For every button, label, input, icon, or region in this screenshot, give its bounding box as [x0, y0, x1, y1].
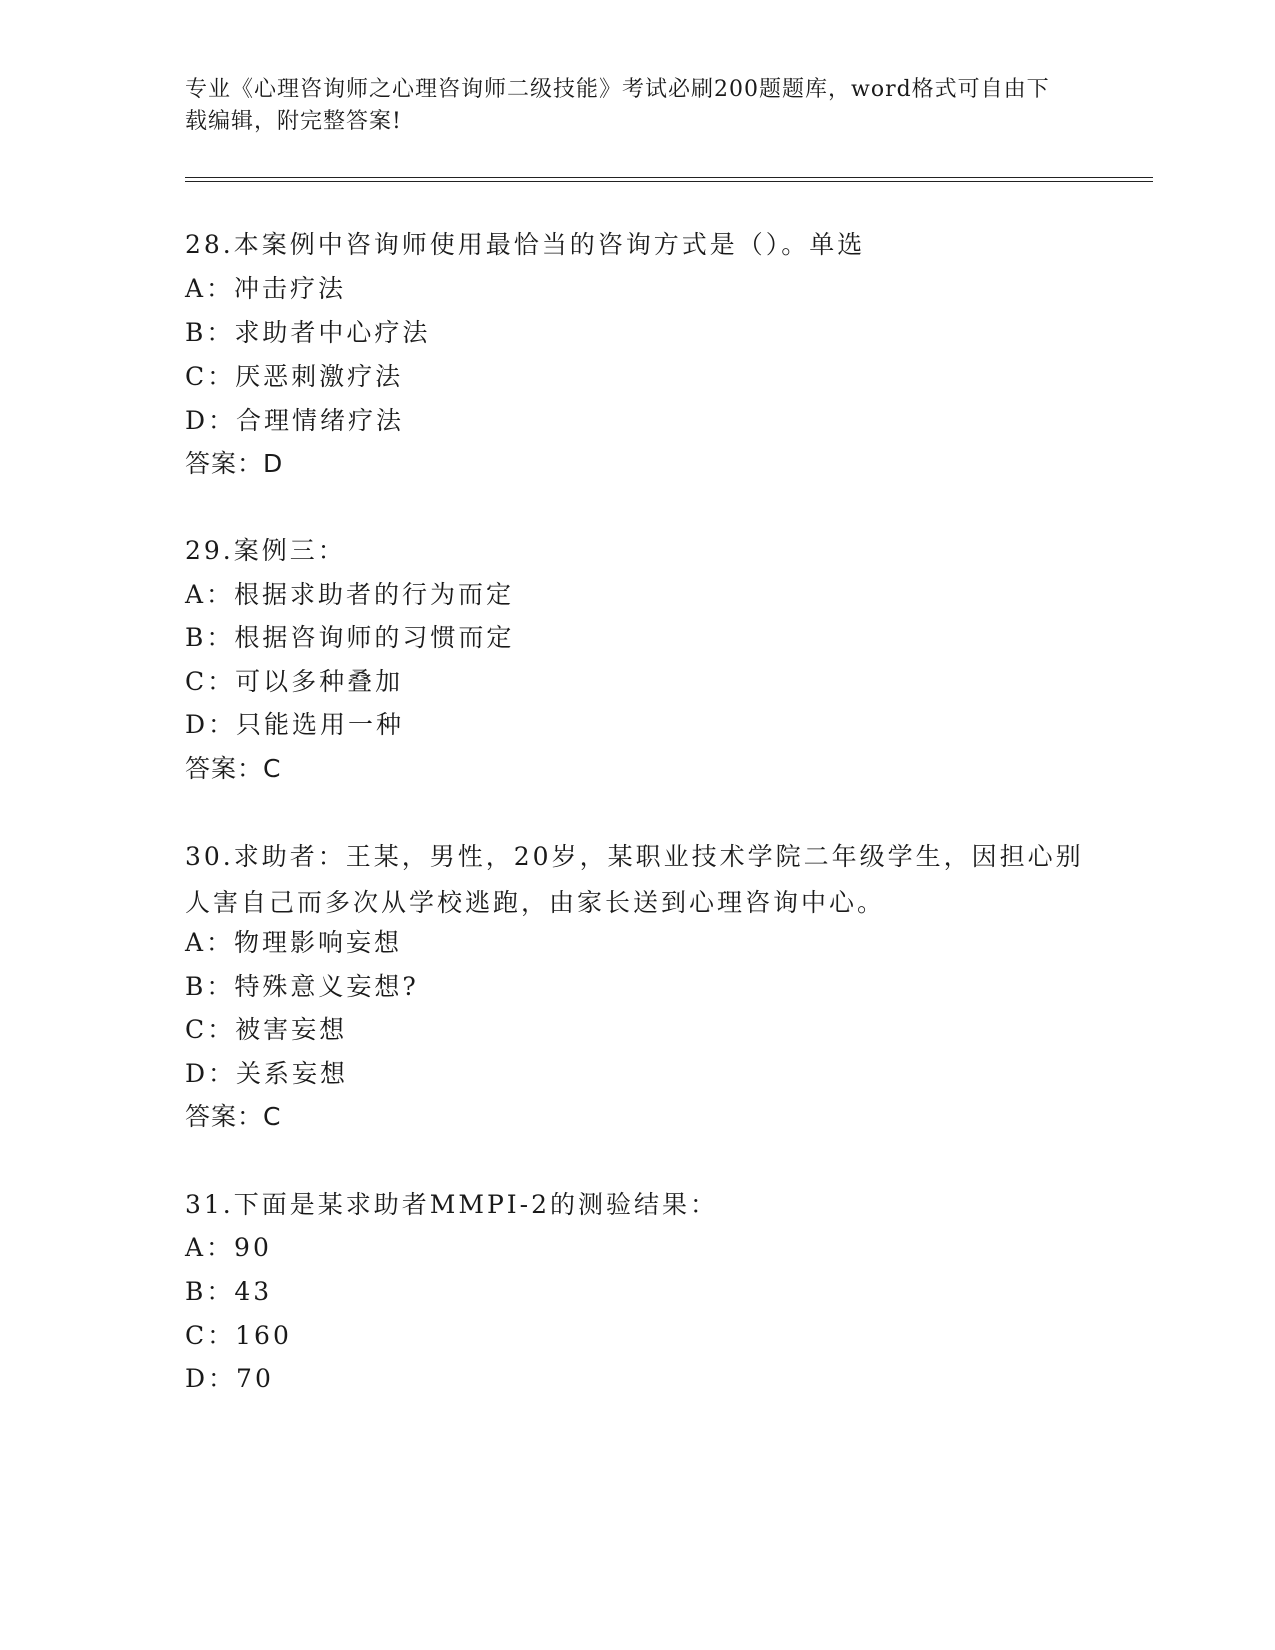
question-28-option-d: D：合理情绪疗法	[185, 406, 405, 435]
question-31-option-a: A：90	[185, 1233, 272, 1262]
question-30-option-a: A：物理影响妄想	[185, 928, 403, 957]
question-29-option-a: A：根据求助者的行为而定	[185, 580, 515, 609]
question-29-stem: 29.案例三：	[185, 536, 346, 565]
question-29-option-c: C：可以多种叠加	[185, 667, 404, 696]
question-30-answer: 答案：C	[185, 1102, 282, 1131]
question-29-option-b: B：根据咨询师的习惯而定	[185, 623, 515, 652]
question-31-stem: 31.下面是某求助者MMPI-2的测验结果：	[185, 1190, 719, 1219]
question-28-option-c: C：厌恶刺激疗法	[185, 362, 404, 391]
question-28-option-a: A：冲击疗法	[185, 274, 347, 303]
question-31-option-d: D：70	[185, 1364, 274, 1393]
document-header: 专业《心理咨询师之心理咨询师二级技能》考试必刷200题题库，word格式可自由下载编辑，附完整答案!	[185, 77, 1050, 134]
question-28-answer: 答案：D	[185, 449, 284, 478]
question-31-option-c: C：160	[185, 1321, 292, 1350]
question-29-option-d: D：只能选用一种	[185, 710, 405, 739]
question-28-stem: 28.本案例中咨询师使用最恰当的咨询方式是（）。单选	[185, 230, 866, 259]
question-30-option-b: B：特殊意义妄想?	[185, 972, 419, 1001]
question-29-answer: 答案：C	[185, 754, 282, 783]
question-30-option-d: D：关系妄想	[185, 1059, 349, 1088]
header-divider	[185, 177, 1153, 182]
question-31-option-b: B：43	[185, 1277, 273, 1306]
question-28-option-b: B：求助者中心疗法	[185, 318, 431, 347]
question-30-stem: 30.求助者：王某，男性，20岁，某职业技术学院二年级学生，因担心别人害自己而多次从学校逃跑，由家长送到心理咨询中心。	[185, 842, 1084, 917]
question-30-option-c: C：被害妄想	[185, 1015, 348, 1044]
